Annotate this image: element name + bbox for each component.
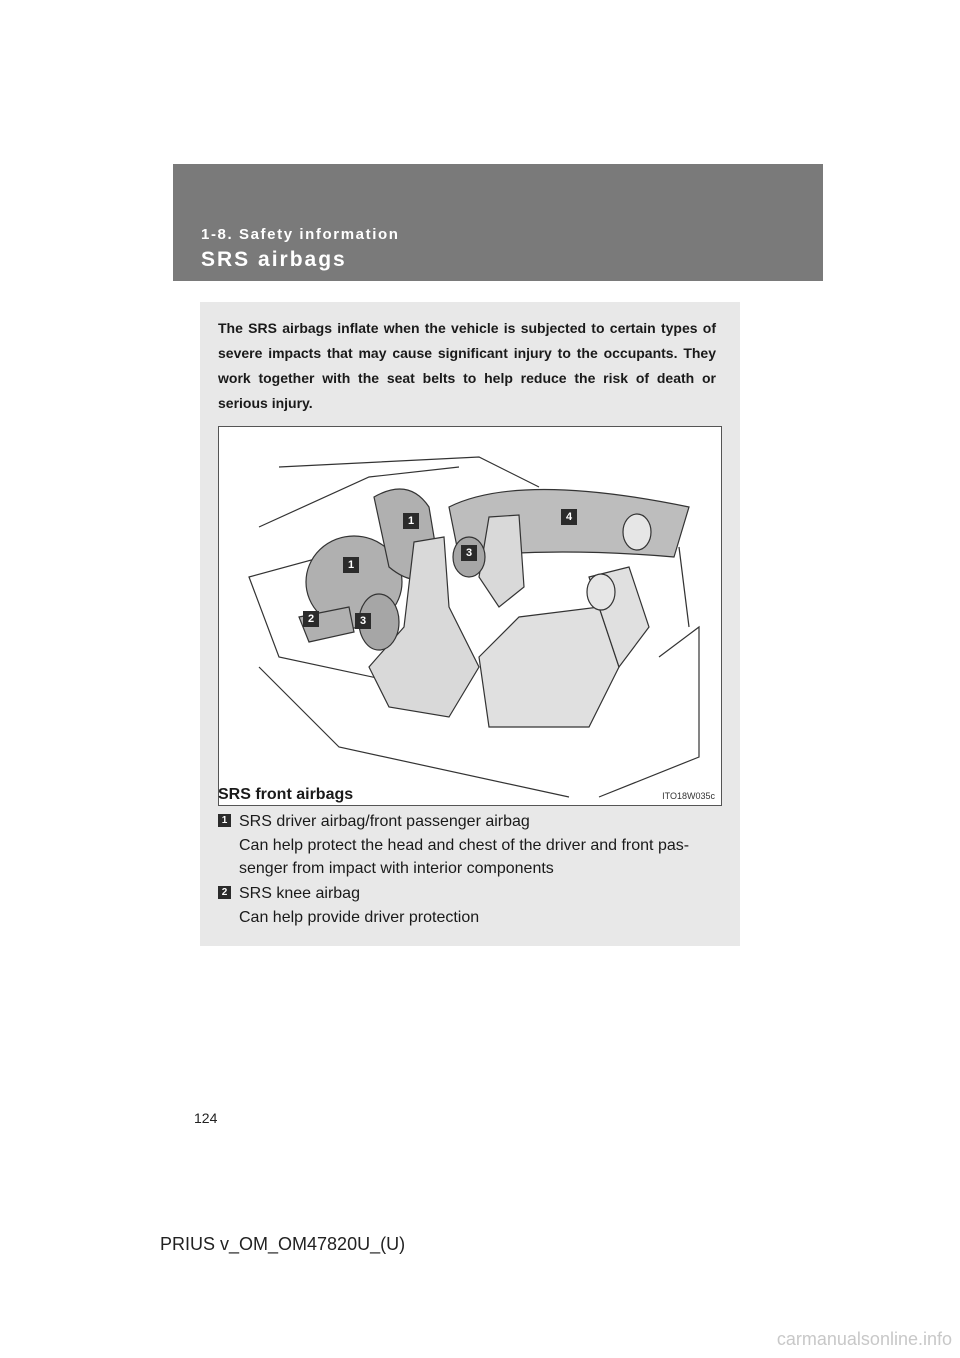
page-number: 124: [194, 1110, 218, 1126]
section-label: 1-8. Safety information: [201, 226, 400, 243]
content-box: [200, 302, 740, 946]
watermark: carmanualsonline.info: [776, 1329, 952, 1349]
callout-4-curtain: 4: [561, 509, 577, 525]
page-title: SRS airbags: [201, 248, 347, 271]
intro-paragraph: The SRS airbags inflate when the vehicle is subjected to certain types of severe impacts that may cause significant injury to the occupants. They work together with the seat belts to help reduce the risk of death or serious injury.: [218, 320, 716, 411]
item-title: SRS driver airbag/front passenger airbag: [239, 813, 530, 830]
number-badge-icon: 2: [218, 886, 231, 899]
callout-1-driver: 1: [343, 557, 359, 573]
header-band: [173, 164, 823, 281]
figure-code: ITO18W035c: [662, 791, 715, 801]
item-description: Can help protect the head and chest of the driver and front pas-senger from impact with interior components: [239, 837, 690, 877]
callout-3-passenger-side: 3: [461, 545, 477, 561]
item-title: SRS knee airbag: [239, 885, 360, 902]
callout-1-passenger: 1: [403, 513, 419, 529]
number-badge-icon: 1: [218, 814, 231, 827]
document-id: PRIUS v_OM_OM47820U_(U): [160, 1234, 406, 1254]
callout-2-knee: 2: [303, 611, 319, 627]
car-interior-drawing: [219, 427, 721, 805]
list-heading: SRS front airbags: [218, 786, 354, 803]
callout-3-driver-side: 3: [355, 613, 371, 629]
airbag-illustration: [218, 426, 722, 806]
item-description: Can help provide driver protection: [239, 909, 480, 926]
